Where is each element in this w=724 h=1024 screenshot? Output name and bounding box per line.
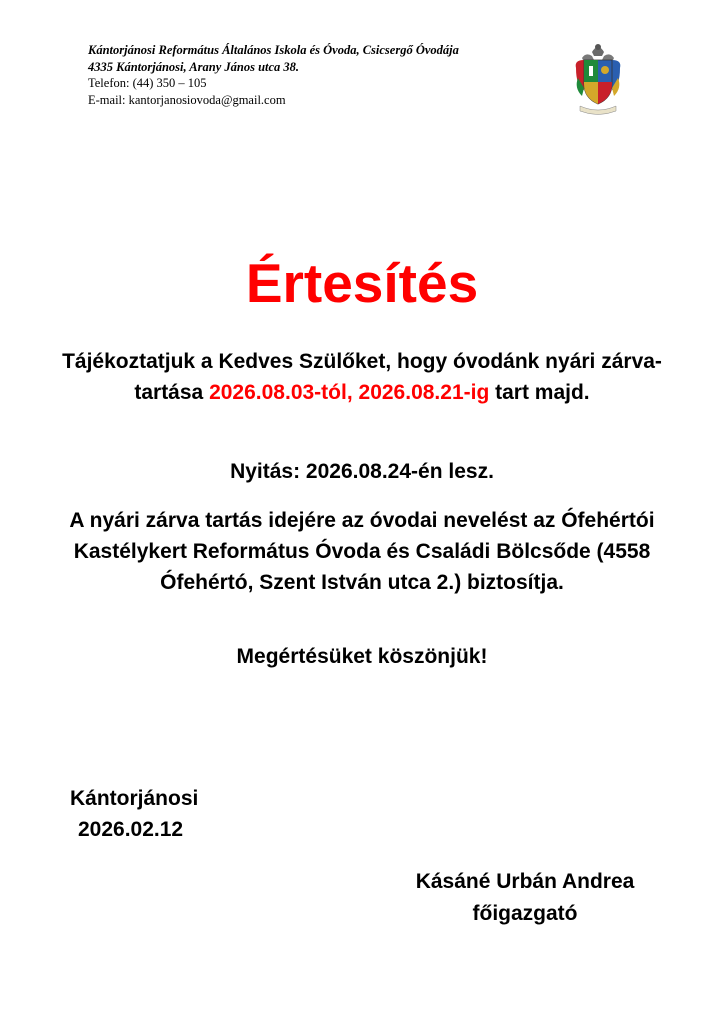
institution-phone: Telefon: (44) 350 – 105	[88, 76, 207, 90]
institution-name: Kántorjánosi Református Általános Iskola és Óvoda, Csicsergő Óvodája	[88, 43, 459, 57]
opening-paragraph: Nyitás: 2026.08.24-én lesz.	[230, 460, 494, 483]
closure-end-date: 2026.08.21-ig	[358, 381, 490, 404]
reformed-church-crest-icon	[572, 38, 624, 118]
closure-intro-text: Tájékoztatjuk a Kedves Szülőket, hogy óvodánk nyári zárva-tartása	[62, 350, 662, 404]
signer-title: főigazgató	[472, 902, 578, 925]
letterhead	[88, 42, 459, 108]
institution-address: 4335 Kántorjánosi, Arany János utca 38.	[88, 59, 300, 74]
notice-title: Értesítés	[245, 252, 479, 314]
signature-block	[360, 866, 690, 930]
signer-name: Kásáné Urbán Andrea	[415, 870, 635, 893]
closure-paragraph	[60, 346, 664, 408]
closure-outro-text: tart majd.	[495, 381, 590, 404]
footer-date: 2026.02.12	[78, 818, 184, 841]
substitute-paragraph: A nyári zárva tartás idejére az óvodai nevelést az Ófehértói Kastélykert Református Óvoda és Családi Bölcsőde (4558 Ófehértó, Szent István utca 2.) biztosítja.	[69, 509, 655, 594]
thanks-paragraph: Megértésüket köszönjük!	[236, 645, 488, 668]
institution-email: E-mail: kantorjanosiovoda@gmail.com	[88, 92, 286, 107]
footer-place: Kántorjánosi	[70, 787, 199, 810]
closure-start-date: 2026.08.03-tól,	[209, 381, 353, 404]
